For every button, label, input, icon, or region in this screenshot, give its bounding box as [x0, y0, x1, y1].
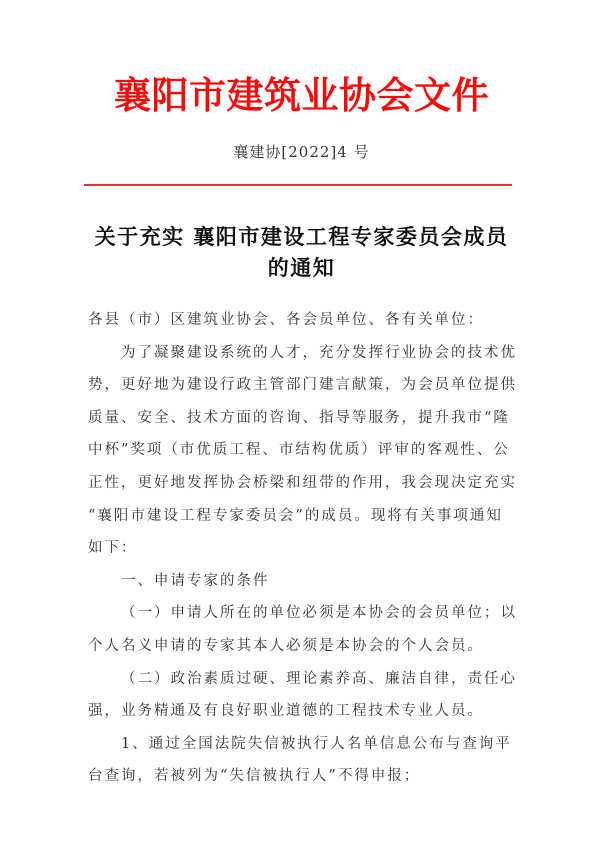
body-line: 势，更好地为建设行政主管部门建言献策，为会员单位提供	[88, 377, 517, 394]
doc-title-line2: 的通知	[267, 255, 336, 280]
body-line: 一、申请专家的条件	[121, 572, 270, 589]
body-line: 各县（市）区建筑业协会、各会员单位、各有关单位：	[88, 312, 484, 328]
body-line: 为了凝聚建设系统的人才，充分发挥行业协会的技术优	[121, 344, 517, 361]
header-divider-rule	[84, 184, 512, 186]
doc-title	[0, 221, 603, 283]
body-line: 强，业务精通及有良好职业道德的工程技术专业人员。	[88, 703, 484, 720]
body-line: （一）申请人所在的单位必须是本协会的会员单位；以	[121, 605, 517, 622]
body-line: 如下：	[88, 540, 138, 557]
body-line: （二）政治素质过硬、理论素养高、廉洁自律，责任心	[121, 670, 517, 687]
body-line: 个人名义申请的专家其本人必须是本协会的个人会员。	[88, 637, 484, 654]
body-line: 台查询，若被列为“失信被执行人”不得申报；	[88, 768, 421, 785]
org-title: 襄阳市建筑业协会文件	[114, 73, 489, 117]
doc-number: 襄建协[2022]4 号	[233, 143, 370, 161]
body-line: 质量、安全、技术方面的咨询、指导等服务，提升我市“隆	[88, 409, 510, 426]
body-line: “襄阳市建设工程专家委员会”的成员。现将有关事项通知	[88, 507, 503, 524]
body-line: 1、通过全国法院失信被执行人名单信息公布与查询平	[121, 735, 512, 752]
body-line: 正性，更好地发挥协会桥梁和纽带的作用，我会现决定充实	[88, 474, 517, 491]
doc-title-line1: 关于充实 襄阳市建设工程专家委员会成员	[94, 224, 509, 249]
document-body	[88, 304, 524, 793]
body-line: 中杯”奖项（市优质工程、市结构优质）评审的客观性、公	[88, 442, 510, 459]
